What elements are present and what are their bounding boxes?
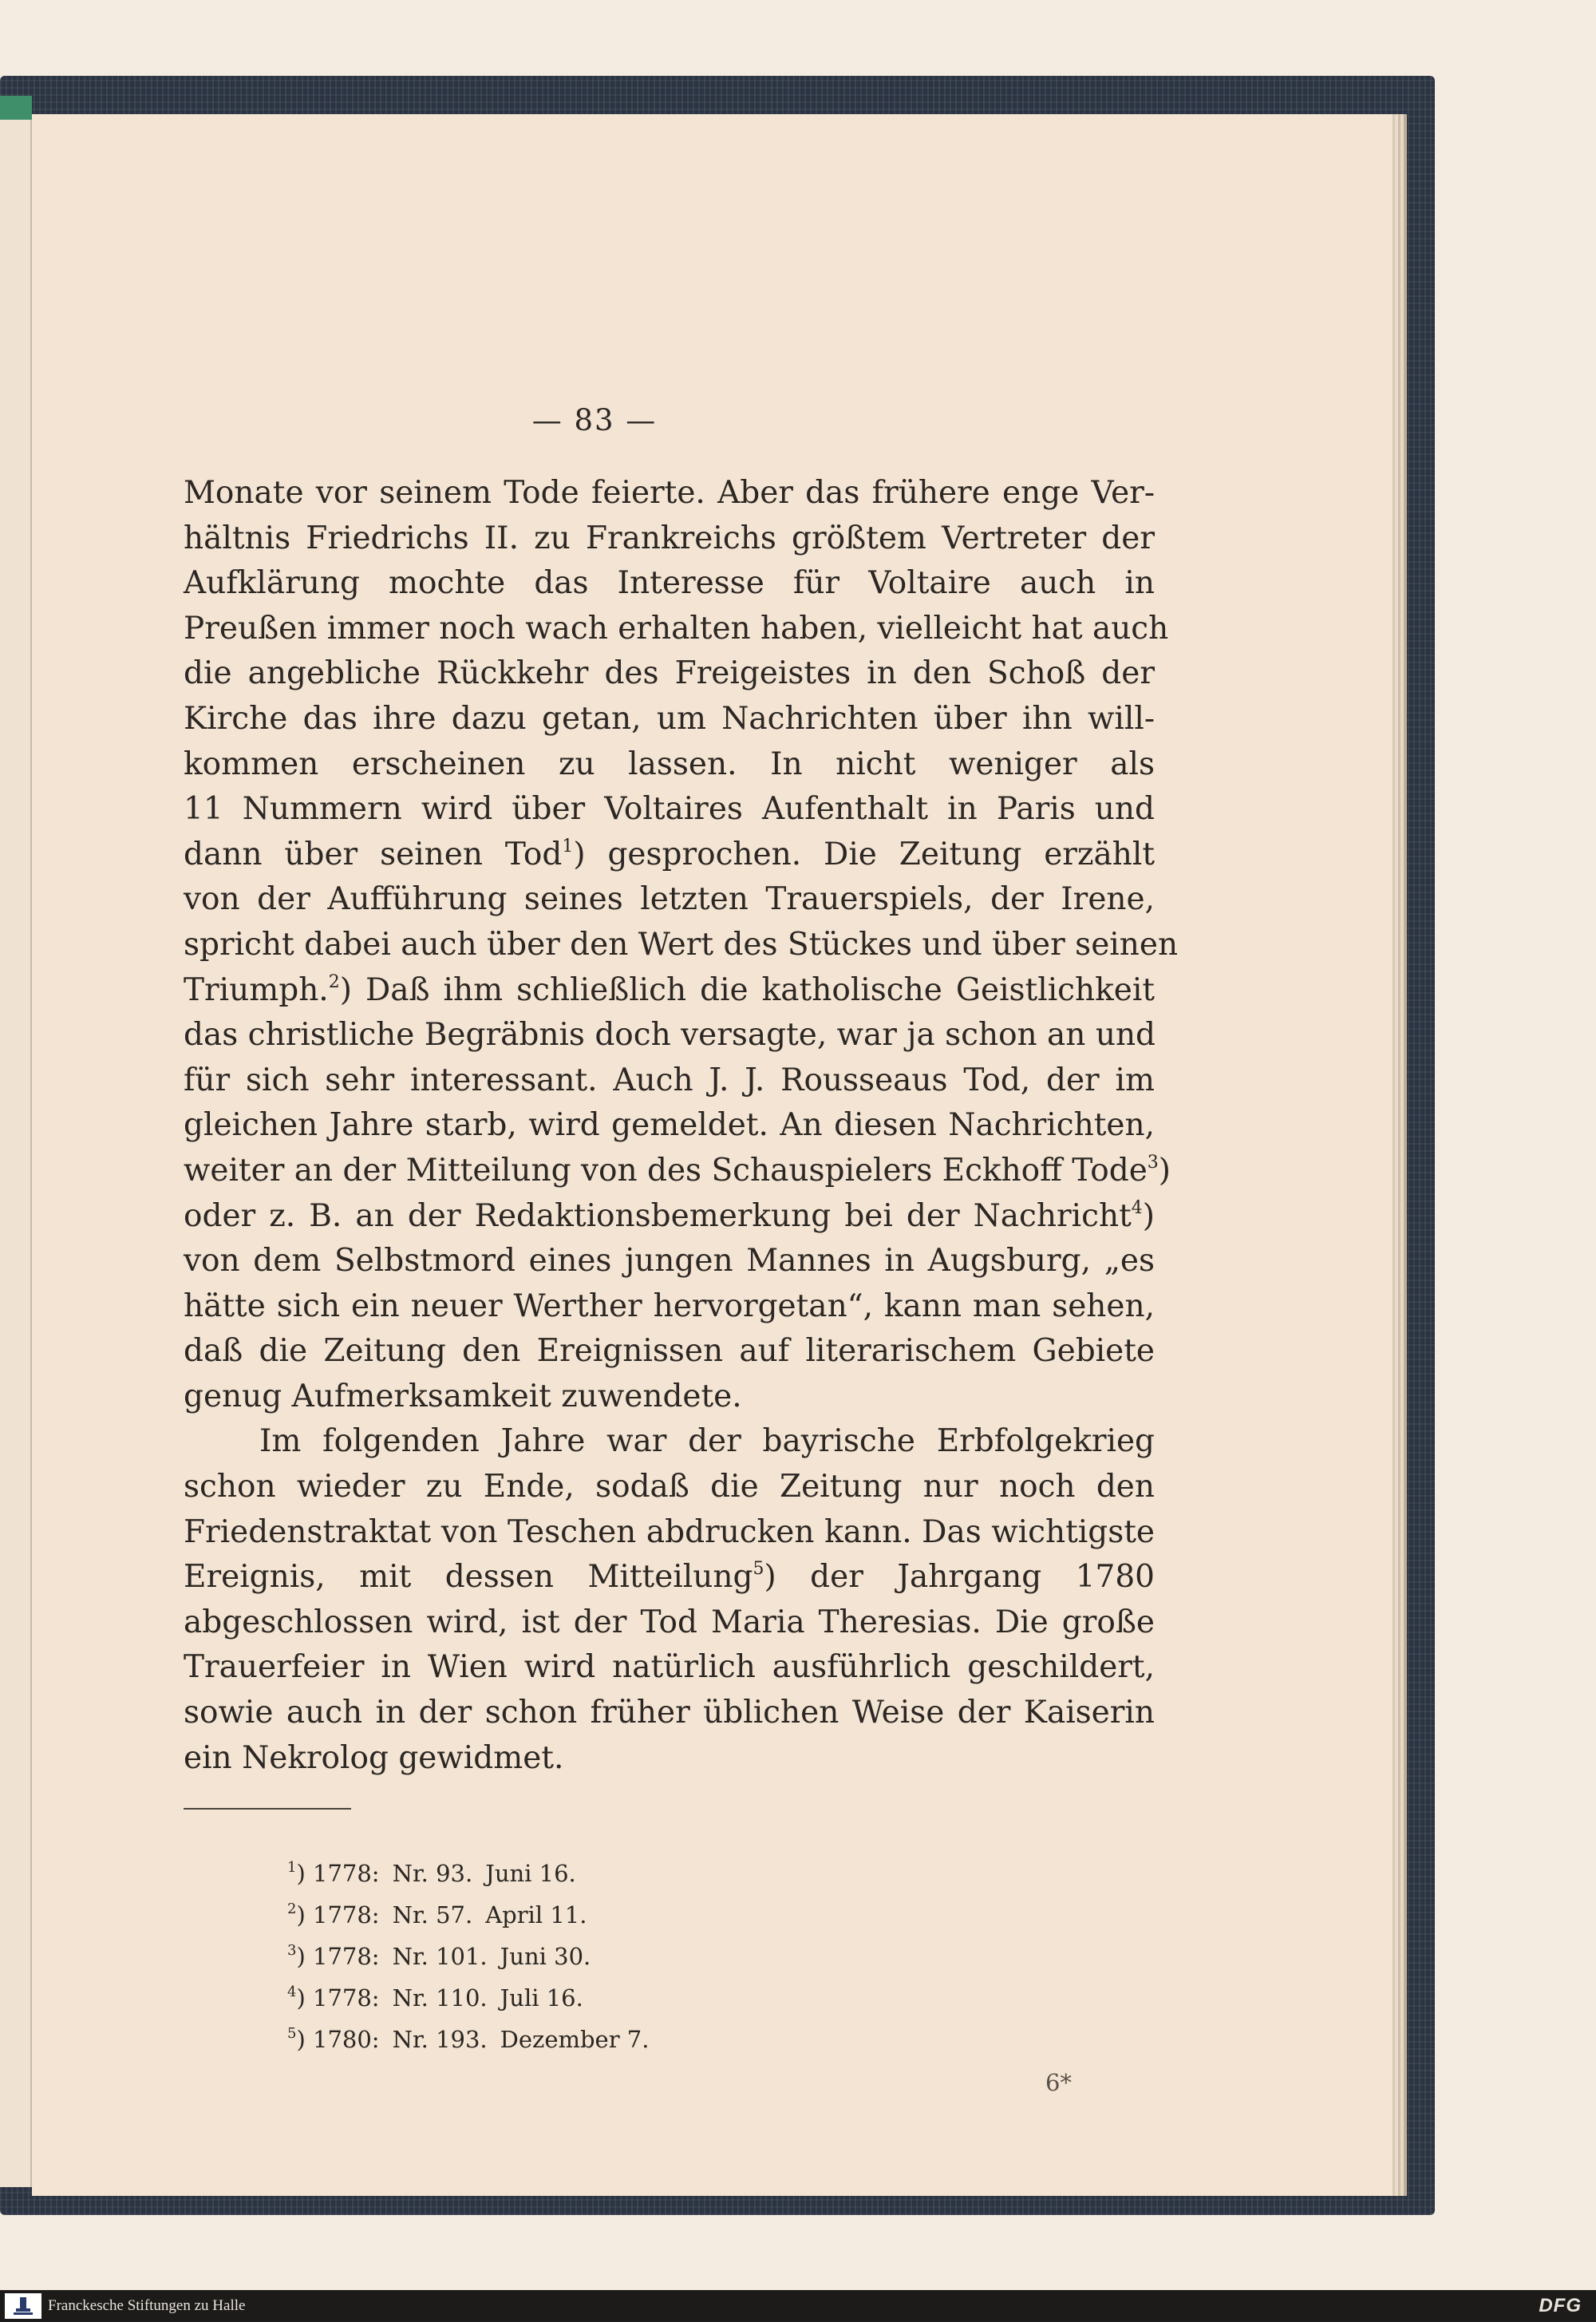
text-line: genug Aufmerksamkeit zuwendete.	[184, 1378, 742, 1414]
text-line: von dem Selbstmord eines jungen Mannes in Augsburg, „es	[184, 1243, 1155, 1280]
text-line: von der Aufführung seines letzten Trauerspiels, der Irene,	[184, 881, 1155, 918]
footnote-date: April 11.	[485, 1901, 587, 1928]
footnote-item: $^1$) 1778: Nr. 93. Juni 16.	[287, 1859, 576, 1887]
footnote-item: $^4$) 1778: Nr. 110. Juli 16.	[287, 1984, 583, 2011]
text-line: hältnis Friedrichs II. zu Frankreichs größtem Vertreter der	[184, 520, 1155, 556]
text-line: kommen erscheinen zu lassen. In nicht weniger als	[184, 746, 1155, 782]
footnote-divider	[184, 1808, 351, 1810]
text-line: Kirche das ihre dazu getan, um Nachrichten über ihn will-	[184, 700, 1155, 737]
footnote-number: Nr. 193.	[392, 2026, 488, 2053]
footnote-year: 1778:	[313, 1860, 380, 1887]
footnote-item: $^3$) 1778: Nr. 101. Juni 30.	[287, 1942, 591, 1970]
text-line: abgeschlossen wird, ist der Tod Maria Theresias. Die große	[184, 1604, 1155, 1640]
text-line	[184, 1555, 1155, 1600]
text-line: sowie auch in der schon früher üblichen Weise der Kaiserin	[184, 1695, 1155, 1731]
text-line: daß die Zeitung den Ereignissen auf literarischem Gebiete	[184, 1333, 1155, 1370]
footnote-mark: 3	[287, 1942, 297, 1959]
text-line	[184, 1149, 1171, 1194]
footnote-number: Nr. 93.	[392, 1860, 473, 1887]
footnote-number: Nr. 101.	[392, 1943, 488, 1970]
text-line: gleichen Jahre starb, wird gemeldet. An diesen Nachrichten,	[184, 1107, 1155, 1144]
text-line: Monate vor seinem Tode feierte. Aber das frühere enge Ver-	[184, 475, 1155, 511]
text-line: Trauerfeier in Wien wird natürlich ausführlich geschildert,	[184, 1649, 1155, 1686]
text-segment: Triumph.	[184, 971, 329, 1008]
book-page	[32, 114, 1393, 2196]
text-segment: oder z. B. an der Redaktionsbemerkung bei der Nachricht	[184, 1197, 1132, 1234]
text-segment: ) Daß ihm schließlich die katholische Geistlichkeit	[339, 971, 1155, 1008]
footnote-date: Dezember 7.	[500, 2026, 650, 2053]
left-page-edge	[0, 120, 32, 2187]
viewer-footer	[0, 2290, 1596, 2322]
footnote-year: 1778:	[313, 1984, 380, 2011]
footnote-ref-1[interactable]: 1	[562, 836, 574, 856]
institution-logo-icon[interactable]	[5, 2293, 41, 2319]
footnote-mark: 5	[287, 2025, 297, 2042]
text-line	[184, 1194, 1155, 1240]
text-segment: ) der Jahrgang 1780	[764, 1559, 1155, 1596]
text-line: für sich sehr interessant. Auch J. J. Rousseaus Tod, der im	[184, 1062, 1155, 1098]
text-line: schon wieder zu Ende, sodaß die Zeitung nur noch den	[184, 1469, 1155, 1505]
footnote-mark: 4	[287, 1984, 297, 2000]
footnotes	[287, 1853, 846, 2060]
footnote-number: Nr. 57.	[392, 1901, 473, 1928]
footnote-mark: 2	[287, 1901, 297, 1917]
text-segment: )	[1158, 1152, 1171, 1189]
page-number: — 83 —	[531, 403, 658, 437]
text-segment: ) gesprochen. Die Zeitung erzählt	[573, 836, 1156, 872]
paragraph-2	[184, 1419, 1155, 1781]
footnote-item: $^5$) 1780: Nr. 193. Dezember 7.	[287, 2025, 650, 2053]
footnote-year: 1778:	[313, 1901, 380, 1928]
footnote-date: Juni 16.	[485, 1860, 576, 1887]
text-line: Im folgenden Jahre war der bayrische Erbfolgekrieg	[259, 1423, 1155, 1460]
text-line: die angebliche Rückkehr des Freigeistes in den Schoß der	[184, 655, 1155, 692]
footnote-year: 1778:	[313, 1943, 380, 1970]
text-line: spricht dabei auch über den Wert des Stückes und über seinen	[184, 926, 1179, 963]
footnote-ref-2[interactable]: 2	[328, 971, 340, 992]
text-line	[184, 833, 1155, 878]
text-line: das christliche Begräbnis doch versagte, war ja schon an und	[184, 1017, 1156, 1054]
text-segment: dann über seinen Tod	[184, 836, 563, 872]
text-segment: weiter an der Mitteilung von des Schauspielers Eckhoff Tode	[184, 1152, 1148, 1189]
text-line	[184, 968, 1155, 1014]
footnote-ref-3[interactable]: 3	[1147, 1152, 1159, 1173]
institution-label[interactable]: Franckesche Stiftungen zu Halle	[48, 2297, 246, 2314]
dfg-logo[interactable]: DFG	[1539, 2295, 1582, 2316]
text-line: 11 Nummern wird über Voltaires Aufenthalt in Paris und	[184, 791, 1155, 828]
text-segment: )	[1142, 1197, 1155, 1234]
footnote-item: $^2$) 1778: Nr. 57. April 11.	[287, 1901, 587, 1928]
footnote-mark: 1	[287, 1859, 297, 1876]
text-line: hätte sich ein neuer Werther hervorgetan“, kann man sehen,	[184, 1288, 1155, 1324]
text-line: Friedenstraktat von Teschen abdrucken kann. Das wichtigste	[184, 1513, 1155, 1550]
footnote-ref-5[interactable]: 5	[753, 1559, 764, 1580]
text-line: ein Nekrolog gewidmet.	[184, 1739, 564, 1776]
text-line: Preußen immer noch wach erhalten haben, vielleicht hat auch	[184, 610, 1169, 647]
footnote-number: Nr. 110.	[392, 1984, 488, 2011]
footnote-ref-4[interactable]: 4	[1131, 1197, 1143, 1218]
footnote-date: Juli 16.	[500, 1984, 583, 2011]
text-line: Aufklärung mochte das Interesse für Voltaire auch in	[184, 565, 1155, 602]
footnote-year: 1780:	[313, 2026, 380, 2053]
body-text	[184, 471, 1179, 1781]
paragraph-1	[184, 471, 1179, 1419]
footnote-date: Juni 30.	[500, 1943, 591, 1970]
text-segment: Ereignis, mit dessen Mitteilung	[184, 1559, 753, 1596]
signature-mark: 6*	[1045, 2069, 1072, 2096]
